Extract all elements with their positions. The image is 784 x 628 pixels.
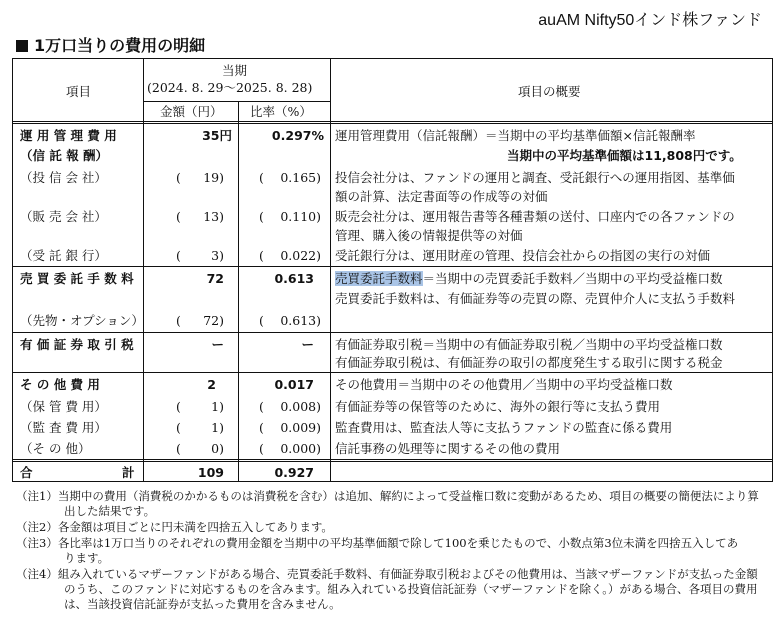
row-toushin-desc2: 額の計算、法定書面等の作成等の対価 xyxy=(335,189,548,204)
row-hanbai-amount: 13) xyxy=(203,209,224,224)
square-bullet-icon xyxy=(16,40,28,52)
row-hokan-desc1: 有価証券等の保管等のために、海外の銀行等に支払う費用 xyxy=(335,399,661,414)
row-hokan-label: （保 管 費 用） xyxy=(20,399,107,414)
note-3a: （注3）各比率は1万口当りのそれぞれの費用金額を当期中の平均基準価額で除して100を乗じたもので、小数点第3位未満を四捨五入してあ xyxy=(16,536,739,550)
row-baibai-amount: 72 xyxy=(206,271,224,286)
row-kansa-desc1: 監査費用は、監査法人等に支払うファンドの監査に係る費用 xyxy=(335,420,673,435)
row-jutaku-amount: 3) xyxy=(211,248,224,263)
row-baibai-desc2: 売買委託手数料は、有価証券等の売買の際、売買仲介人に支払う手数料 xyxy=(335,291,736,306)
note-4c: は、当該投資信託証券が支払った費用を含みません。 xyxy=(64,597,341,611)
row-total-label1: 合 xyxy=(20,465,33,480)
row-sakimono-ratio: 0.613) xyxy=(280,313,321,328)
note-4b: のうち、このファンドに対応するものを含みます。組み入れている投資信託証券（マザーファンドを除く。）がある場合、各項目の費用 xyxy=(64,582,758,596)
header-item: 項目 xyxy=(66,84,92,99)
row-total-amount: 109 xyxy=(197,465,224,480)
row-baibai-label: 売 買 委 託 手 数 料 xyxy=(20,271,134,286)
section-title xyxy=(16,33,205,56)
row-torihiki-desc1: 有価証券取引税＝当期中の有価証券取引税／当期中の平均受益権口数 xyxy=(335,337,723,352)
row-sonota-desc1: その他費用＝当期中のその他費用／当期中の平均受益権口数 xyxy=(335,377,673,392)
fund-name: auAM Nifty50インド株ファンド xyxy=(538,12,762,29)
row-mgmt-ratio: 0.297% xyxy=(271,128,324,143)
row-mgmt-label: 運 用 管 理 費 用 xyxy=(20,128,117,143)
note-1b: 出した結果です。 xyxy=(64,504,156,518)
section-title-text: 1万口当りの費用の明細 xyxy=(34,36,206,55)
row-toushin-amount: 19) xyxy=(203,170,224,185)
header-amount: 金額（円） xyxy=(160,104,223,119)
row-toushin-desc1: 投信会社分は、ファンドの運用と調査、受託銀行への運用指図、基準価 xyxy=(335,170,735,185)
row-hanbai-ratio: 0.110) xyxy=(280,209,321,224)
row-baibai-desc1: 売買委託手数料＝当期中の売買委託手数料／当期中の平均受益権口数 xyxy=(335,271,723,286)
row-hanbai-label: （販 売 会 社） xyxy=(20,209,107,224)
note-4a: （注4）組み入れているマザーファンドがある場合、売買委託手数料、有価証券取引税およびその他費用は、当該マザーファンドが支払った金額 xyxy=(16,567,758,581)
row-torihiki-ratio: ー xyxy=(301,337,314,352)
row-sakimono-amount: 72) xyxy=(203,313,224,328)
row-sakimono-label: （先物・オプション） xyxy=(20,313,144,328)
header-period-label: 当期 xyxy=(222,63,248,78)
row-hanbai-desc1: 販売会社分は、運用報告書等各種書類の送付、口座内での各ファンドの xyxy=(335,209,735,224)
row-hanbai-desc2: 管理、購入後の情報提供等の対価 xyxy=(335,228,523,243)
note-1a: （注1）当期中の費用（消費税のかかるものは消費税を含む）は追加、解約によって受益権口数に変動があるため、項目の概要の簡便法により算 xyxy=(16,489,759,503)
row-sonota-sub-ratio: 0.000) xyxy=(280,441,321,456)
row-sonota-label: そ の 他 費 用 xyxy=(20,377,100,392)
row-sonota-amount: 2 xyxy=(207,377,216,392)
paren-open: ( xyxy=(259,170,264,185)
note-2: （注2）各金額は項目ごとに円未満を四捨五入してあります。 xyxy=(16,520,333,534)
row-torihiki-amount: ー xyxy=(211,337,224,352)
row-mgmt-desc1: 運用管理費用（信託報酬）＝当期中の平均基準価額×信託報酬率 xyxy=(335,128,696,143)
row-jutaku-ratio: 0.022) xyxy=(280,248,321,263)
row-hokan-ratio: 0.008) xyxy=(280,399,321,414)
row-sonota-ratio: 0.017 xyxy=(274,377,314,392)
header-ratio: 比率（%） xyxy=(250,104,312,119)
note-3b: ります。 xyxy=(64,551,110,565)
highlighted-term[interactable]: 売買委託手数料 xyxy=(335,271,423,286)
row-sonota-sub-desc1: 信託事務の処理等に関するその他の費用 xyxy=(335,441,561,456)
row-jutaku-label: （受 託 銀 行） xyxy=(20,248,107,263)
row-total-ratio: 0.927 xyxy=(274,465,314,480)
row-kansa-label: （監 査 費 用） xyxy=(20,420,107,435)
row-torihiki-desc2: 有価証券取引税は、有価証券の取引の都度発生する取引に関する税金 xyxy=(335,355,723,370)
row-total-label2: 計 xyxy=(122,465,135,480)
header-period-range: (2024. 8. 29〜2025. 8. 28) xyxy=(147,80,313,95)
row-mgmt-desc2: 当期中の平均基準価額は11,808円です。 xyxy=(507,148,742,163)
header-overview: 項目の概要 xyxy=(518,84,581,99)
paren-open: ( xyxy=(176,170,181,185)
row-jutaku-desc1: 受託銀行分は、運用財産の管理、投信会社からの指図の実行の対価 xyxy=(335,248,711,263)
row-mgmt-sub: （信 託 報 酬） xyxy=(20,148,109,163)
row-torihiki-label: 有 価 証 券 取 引 税 xyxy=(20,337,134,352)
row-sonota-sub-amount: 0) xyxy=(211,441,224,456)
row-sonota-sub-label: （そ の 他） xyxy=(20,441,91,456)
row-kansa-ratio: 0.009) xyxy=(280,420,321,435)
row-toushin-label: （投 信 会 社） xyxy=(20,170,107,185)
row-kansa-amount: 1) xyxy=(211,420,224,435)
row-mgmt-amount: 35円 xyxy=(202,128,232,143)
row-baibai-ratio: 0.613 xyxy=(274,271,314,286)
row-toushin-ratio: 0.165) xyxy=(280,170,321,185)
row-hokan-amount: 1) xyxy=(211,399,224,414)
